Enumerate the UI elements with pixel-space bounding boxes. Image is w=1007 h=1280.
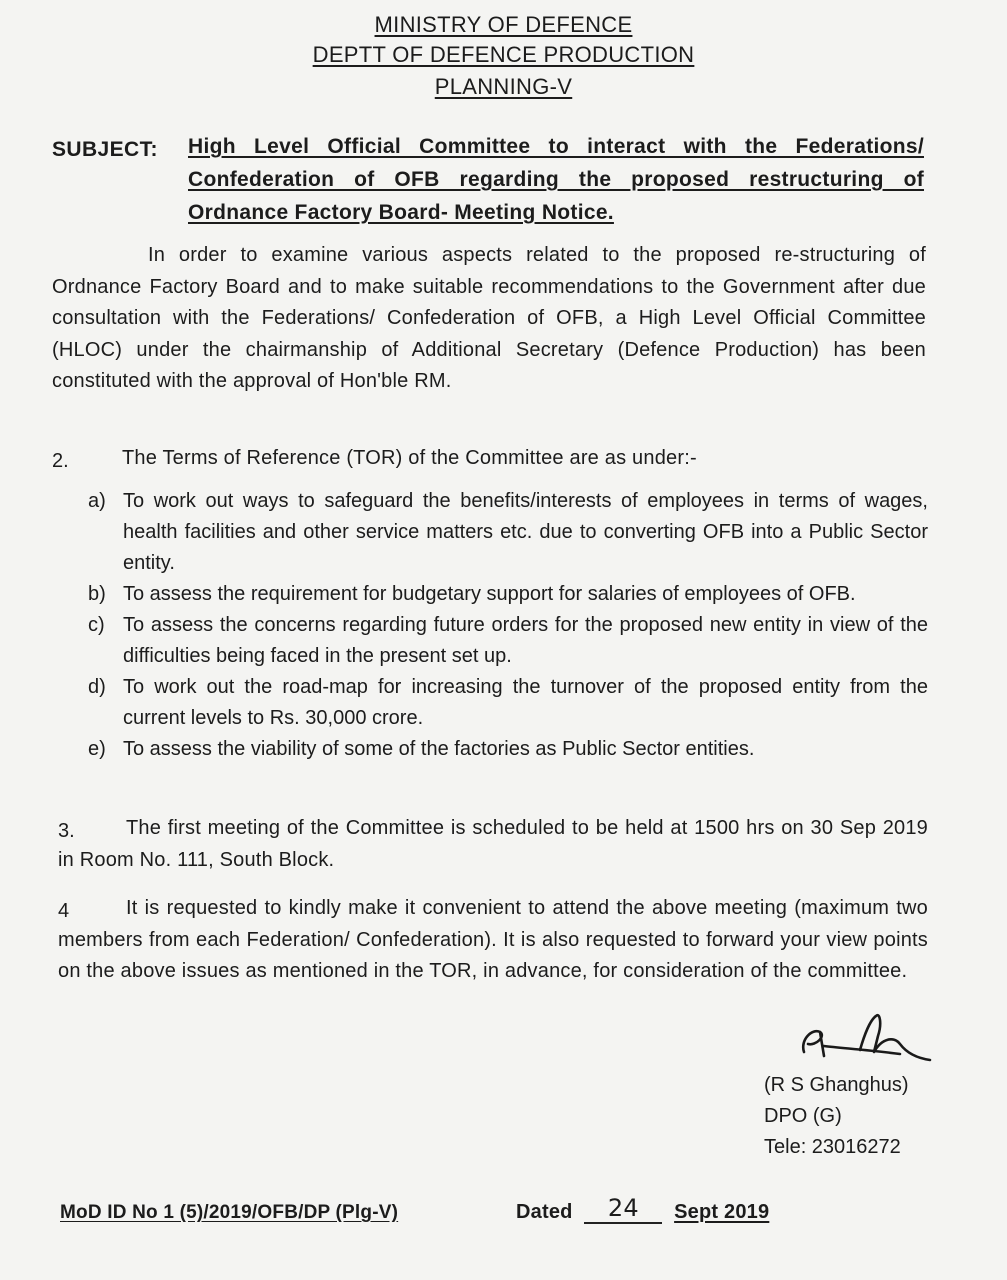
tor-item-text: To assess the viability of some of the factories as Public Sector entities. bbox=[123, 738, 755, 760]
paragraph-4-number: 4 bbox=[58, 900, 70, 922]
paragraph-4-text: It is requested to kindly make it convenient to attend the above meeting (maximum two members from each Federation/ Confederation). It is also requested to forward your view points on the above issues as mentioned in the TOR, in advance, for consideration of the committee. bbox=[58, 897, 928, 982]
subject-text: High Level Official Committee to interact with the Federations/ Confederation of OFB regarding the proposed restructuring of Ordnance Factory Board- Meeting Notice. bbox=[188, 135, 924, 224]
paragraph-3-number: 3. bbox=[58, 820, 75, 842]
date-month-year: Sept 2019 bbox=[674, 1201, 770, 1223]
header-ministry: MINISTRY OF DEFENCE bbox=[374, 12, 633, 37]
tor-item-text: To work out ways to safeguard the benefits/interests of employees in terms of wages, health facilities and other service matters etc. due to converting OFB into a Public Sector entity. bbox=[123, 490, 928, 574]
tor-item-e bbox=[88, 734, 928, 765]
tor-item-text: To assess the concerns regarding future orders for the proposed new entity in view of the difficulties being faced in the present set up. bbox=[123, 614, 928, 667]
handwritten-day: 24 bbox=[584, 1194, 662, 1224]
terms-of-reference-list bbox=[88, 486, 928, 765]
signature-mark bbox=[790, 1010, 940, 1070]
signatory-designation: DPO (G) bbox=[764, 1105, 842, 1127]
tor-item-label: b) bbox=[88, 583, 106, 605]
paragraph-3-text: The first meeting of the Committee is scheduled to be held at 1500 hrs on 30 Sep 2019 in Room No. 111, South Block. bbox=[58, 817, 928, 871]
date-line bbox=[516, 1196, 769, 1226]
tor-item-label: e) bbox=[88, 738, 106, 760]
signatory-telephone: Tele: 23016272 bbox=[764, 1136, 901, 1158]
tor-item-text: To assess the requirement for budgetary support for salaries of employees of OFB. bbox=[123, 583, 856, 605]
paragraph-2-number: 2. bbox=[52, 450, 69, 472]
signatory-block bbox=[764, 1070, 909, 1163]
signatory-name: (R S Ghanghus) bbox=[764, 1074, 909, 1096]
header-department: DEPTT OF DEFENCE PRODUCTION bbox=[312, 42, 695, 67]
tor-item-c bbox=[88, 610, 928, 672]
tor-item-text: To work out the road-map for increasing the turnover of the proposed entity from the current levels to Rs. 30,000 crore. bbox=[123, 676, 928, 729]
paragraph-1: In order to examine various aspects related to the proposed re-structuring of Ordnance Factory Board and to make suitable recommendations to the Government after due consultation with the Federations/ Confederation of OFB, a High Level Official Committee (HLOC) under the chairmanship of Additional Secretary (Defence Production) has been constituted with the approval of Hon'ble RM. bbox=[52, 244, 926, 392]
dated-label: Dated bbox=[516, 1201, 573, 1223]
subject-label: SUBJECT: bbox=[52, 138, 158, 161]
tor-item-a bbox=[88, 486, 928, 579]
tor-item-b bbox=[88, 579, 928, 610]
header-section: PLANNING-V bbox=[434, 74, 573, 99]
tor-item-label: c) bbox=[88, 614, 105, 636]
tor-item-d bbox=[88, 672, 928, 734]
reference-number: MoD ID No 1 (5)/2019/OFB/DP (Plg-V) bbox=[60, 1202, 399, 1223]
tor-item-label: d) bbox=[88, 676, 106, 698]
paragraph-2-text: The Terms of Reference (TOR) of the Committee are as under:- bbox=[122, 447, 697, 469]
tor-item-label: a) bbox=[88, 490, 106, 512]
